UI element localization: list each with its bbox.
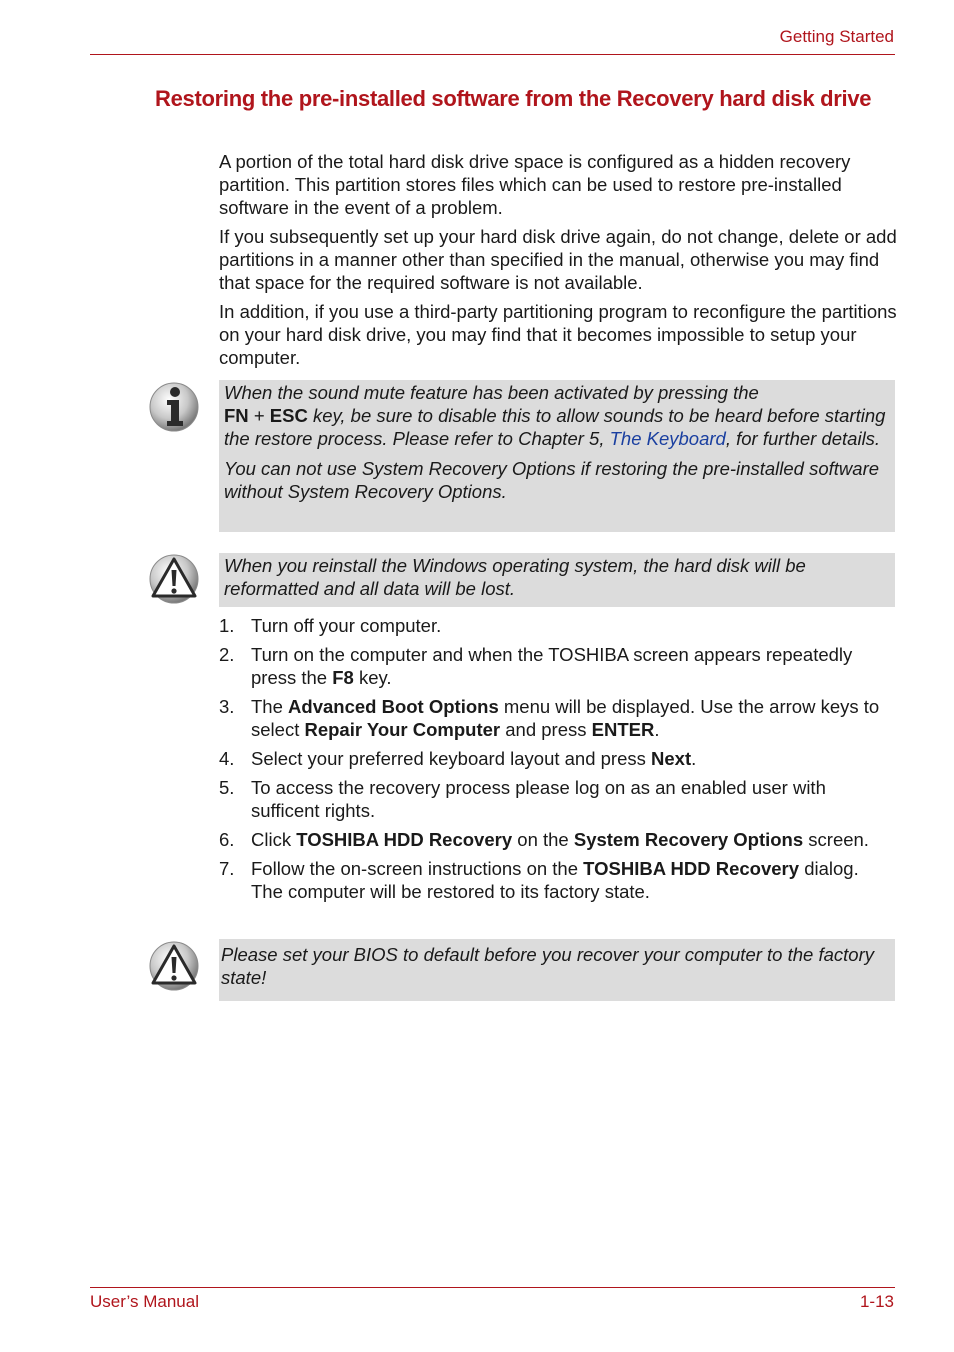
footer-manual-title: User’s Manual (90, 1292, 199, 1311)
step-text: Click (251, 829, 297, 850)
step-text: Turn off your computer. (251, 615, 442, 636)
note-text: key, be sure to disable this to allow sounds to be heard before starting the restore process. Please refer to Chapter 5, (224, 405, 886, 449)
step-number: 2. (219, 644, 235, 665)
step-number: 5. (219, 777, 235, 798)
step-emphasis: Next (651, 748, 692, 769)
page-number: 1-13 (859, 1292, 894, 1311)
step-emphasis: ENTER (591, 719, 655, 740)
plus-sign: + (253, 405, 265, 426)
step-number: 3. (219, 696, 235, 717)
step-text: Turn on the computer and when the TOSHIBA screen appears repeatedly press the (251, 644, 853, 688)
step-emphasis: Repair Your Computer (304, 719, 501, 740)
header-rule (90, 54, 895, 55)
step-text: The (251, 696, 289, 717)
step-number: 6. (219, 829, 235, 850)
step-emphasis: System Recovery Options (573, 829, 804, 850)
info-note-text-2: You can not use System Recovery Options if restoring the pre-installed software without System Recovery Options. (224, 458, 880, 502)
steps-list (219, 614, 895, 903)
list-item (219, 695, 895, 741)
list-item (219, 828, 895, 851)
warning-icon (148, 940, 200, 992)
body-text (219, 150, 899, 369)
step-number: 1. (219, 615, 235, 636)
warning-icon (148, 553, 200, 605)
paragraph: In addition, if you use a third-party partitioning program to reconfigure the partitions on your hard disk drive, you may find that it becomes impossible to setup your computer. (219, 301, 897, 368)
step-text: dialog. The computer will be restored to its factory state. (251, 858, 859, 902)
step-emphasis: TOSHIBA HDD Recovery (296, 829, 513, 850)
info-note (219, 380, 895, 532)
step-text: . (691, 748, 697, 769)
warning-note-text: When you reinstall the Windows operating system, the hard disk will be reformatted and all data will be lost. (224, 555, 806, 599)
footer-rule (90, 1287, 895, 1288)
paragraph: If you subsequently set up your hard disk drive again, do not change, delete or add partitions in a manner other than specified in the manual, otherwise you may find that space for the required software is not available. (219, 226, 897, 293)
step-emphasis: F8 (332, 667, 354, 688)
step-text: on the (512, 829, 574, 850)
step-emphasis: Advanced Boot Options (288, 696, 499, 717)
key-esc: ESC (269, 405, 308, 426)
note-text: When the sound mute feature has been activated by pressing the (224, 382, 759, 403)
step-text: and press (500, 719, 592, 740)
step-text: menu will be displayed. Use the arrow keys to select (251, 696, 880, 740)
step-text: screen. (803, 829, 869, 850)
info-note-text (224, 381, 887, 450)
list-item (219, 747, 895, 770)
info-icon (148, 381, 200, 433)
key-fn: FN (224, 405, 249, 426)
step-text: Select your preferred keyboard layout and press (251, 748, 652, 769)
paragraph: A portion of the total hard disk drive space is configured as a hidden recovery partition. This partition stores files which can be used to restore pre-installed software in the event of a problem. (219, 151, 851, 218)
running-header: Getting Started (779, 27, 894, 46)
warning-note-text: Please set your BIOS to default before you recover your computer to the factory state! (221, 944, 874, 988)
step-text: key. (353, 667, 392, 688)
step-text: . (654, 719, 660, 740)
list-item (219, 857, 895, 903)
step-text: Follow the on-screen instructions on the (251, 858, 584, 879)
note-text: , for further details. (725, 428, 881, 449)
keyboard-chapter-link[interactable]: The Keyboard (609, 428, 726, 449)
list-item (219, 614, 895, 637)
step-emphasis: TOSHIBA HDD Recovery (583, 858, 800, 879)
list-item (219, 776, 895, 822)
warning-note (219, 939, 895, 1001)
warning-note (219, 553, 895, 607)
step-number: 4. (219, 748, 235, 769)
step-number: 7. (219, 858, 235, 879)
list-item (219, 643, 895, 689)
section-heading: Restoring the pre-installed software from the Recovery hard disk drive (155, 86, 872, 111)
step-text: To access the recovery process please log on as an enabled user with sufficent rights. (251, 777, 826, 821)
